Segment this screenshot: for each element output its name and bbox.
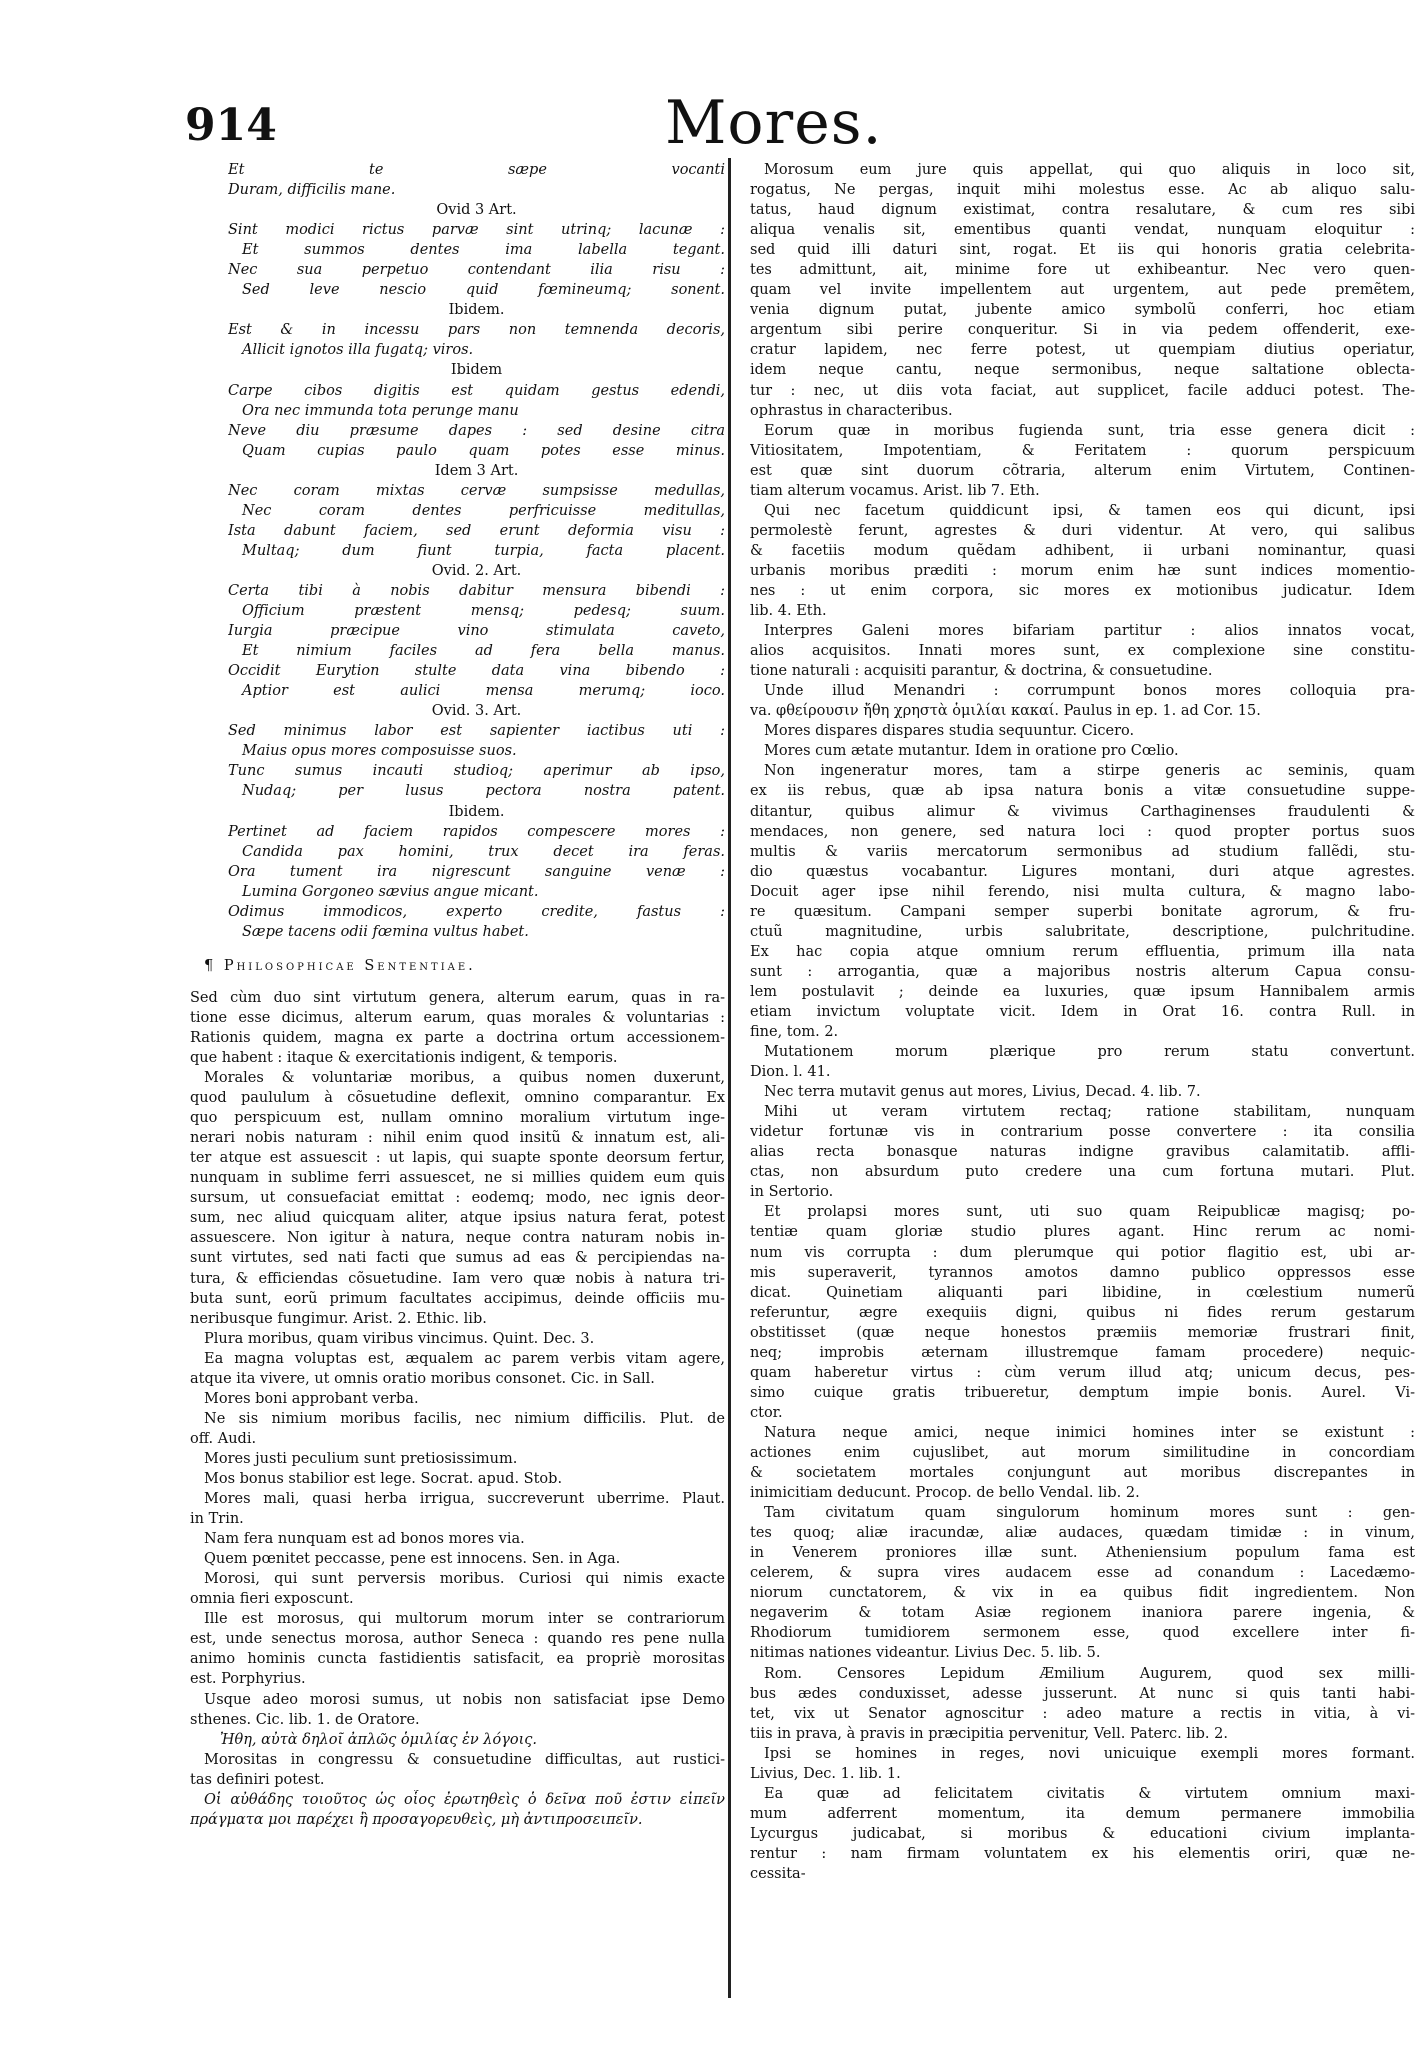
left-prose — [190, 988, 725, 1830]
text-line: Dion. l. 41. — [750, 1064, 831, 1081]
verse-line: Sint modici rictus parvæ sint utrinq; lacunæ : — [228, 222, 725, 239]
text-line: quam haberetur virtus : cùm verum illud atq; unicum decus, pes- — [750, 1364, 1415, 1381]
text-line: tentiæ quam gloriæ studio plures agant. Hinc rerum ac nomi- — [750, 1224, 1415, 1241]
text-line: omnia fieri exposcunt. — [190, 1591, 354, 1608]
text-line: Ea quæ ad felicitatem civitatis & virtutem omnium maxi- — [764, 1785, 1415, 1802]
text-line: neribusque fungimur. Arist. 2. Ethic. lib. — [190, 1310, 487, 1327]
verse-line: Multaq; dum fiunt turpia, facta placent. — [242, 542, 725, 559]
text-line: animo hominis cuncta fastidientis satisfacit, ea propriè morositas — [190, 1651, 725, 1668]
verse-line: Occidit Eurytion stulte data vina bibendo : — [228, 663, 725, 680]
verse-line: Ovid. 2. Art. — [431, 562, 522, 579]
verse-line: Idem 3 Art. — [434, 462, 519, 479]
verse-line: Allicit ignotos illa fugatq; viros. — [242, 342, 474, 359]
text-line: off. Audi. — [190, 1430, 257, 1447]
verse-line: Ibidem. — [448, 803, 505, 820]
text-line: tura, & efficiendas cõsuetudine. Iam vero quæ nobis à natura tri- — [190, 1270, 725, 1287]
text-line: bus ædes conduxisset, adesse jusserunt. At nunc si quis tanti habi- — [750, 1685, 1415, 1702]
text-line: tione esse dicimus, alterum earum, quas morales & voluntarias : — [190, 1009, 725, 1026]
text-line: alios acquisitos. Innati mores sunt, ex complexione sine constitu- — [750, 643, 1415, 660]
text-line: idem neque cantu, neque sermonibus, neque saltatione oblecta- — [750, 362, 1415, 379]
verse-line: Et nimium faciles ad fera bella manus. — [242, 643, 725, 660]
text-line: alias recta bonasque naturas indigne gravibus calamitatib. affli- — [750, 1144, 1415, 1161]
verse-line: Sæpe tacens odii fœmina vultus habet. — [242, 923, 529, 940]
text-line: Morosum eum jure quis appellat, qui quo aliquis in loco sit, — [764, 162, 1415, 178]
text-line: Docuit ager ipse nihil ferendo, nisi multa cultura, & magno labo- — [750, 883, 1415, 900]
text-line: re quæsitum. Campani semper superbi bonitate agrorum, & fru- — [750, 903, 1415, 920]
text-line: tur : nec, ut diis vota faciat, aut supplicet, facile adduci potest. The- — [750, 382, 1415, 399]
text-line: sursum, ut consuefaciat emittat : eodemq; modo, nec ignis deor- — [190, 1190, 725, 1207]
text-line: Mores boni approbant verba. — [204, 1390, 419, 1407]
text-line: etiam invictum voluptate vicit. Idem in Orat 16. contra Rull. in — [750, 1003, 1415, 1020]
text-line: assuescere. Non igitur à natura, neque contra naturam nobis in- — [190, 1230, 725, 1247]
text-line: videtur fortunæ vis in contrarium posse convertere : ita consilia — [750, 1124, 1415, 1141]
text-line: Ex hac copia atque omnium rerum effluentia, primum illa nata — [750, 943, 1415, 960]
text-line: ditantur, quibus alimur & vivimus Carthaginenses fraudulenti & — [750, 803, 1415, 820]
text-line: Rationis quidem, magna ex parte a doctrina ortum accessionem- — [190, 1029, 725, 1046]
verse-line: Nec coram mixtas cervæ sumpsisse medullas, — [228, 482, 725, 499]
verse-line: Nec sua perpetuo contendant ilia risu : — [228, 262, 725, 279]
text-line: obstitisset (quæ neque honestos præmiis memoriæ frustrari finit, — [750, 1324, 1415, 1341]
text-line: in Sertorio. — [750, 1184, 834, 1201]
verse-line: Ora tument ira nigrescunt sanguine venæ : — [228, 863, 725, 880]
text-line: sum, nec aliud quicquam aliter, atque ipsius natura ferat, potest — [190, 1210, 725, 1227]
text-line: aliqua venalis sit, ementibus quanti vendat, nunquam eloquitur : — [750, 222, 1415, 239]
text-line: Eorum quæ in moribus fugienda sunt, tria esse genera dicit : — [764, 422, 1415, 439]
text-line: in Trin. — [190, 1511, 244, 1528]
text-line: & societatem mortales conjungunt aut moribus discrepantes in — [750, 1465, 1415, 1482]
text-line: Tam civitatum quam singulorum hominum mores sunt : gen- — [764, 1505, 1415, 1522]
text-line: tet, vix ut Senator agnoscitur : adeo mature a rectis in vitia, à vi- — [750, 1705, 1415, 1722]
right-column — [750, 160, 1415, 2040]
text-line: quod paululum à cõsuetudine deflexit, omnino comparantur. Ex — [190, 1090, 725, 1107]
text-line: permolestè ferunt, agrestes & duri videntur. At vero, qui salibus — [750, 522, 1415, 539]
text-line: Nam fera nunquam est ad bonos mores via. — [204, 1531, 525, 1548]
text-line: tiam alterum vocamus. Arist. lib 7. Eth. — [750, 482, 1040, 499]
text-line: Non ingeneratur mores, tam a stirpe generis ac seminis, quam — [764, 763, 1415, 780]
verse-line: Sed leve nescio quid fœmineumq; sonent. — [242, 282, 725, 299]
verse-line: Odimus immodicos, experto credite, fastus : — [228, 903, 725, 920]
text-line: sthenes. Cic. lib. 1. de Oratore. — [190, 1711, 420, 1728]
text-line: simo cuique gratis tribueretur, demptum impie bonis. Aurel. Vi- — [750, 1384, 1415, 1401]
text-line: tione naturali : acquisiti parantur, & doctrina, & consuetudine. — [750, 663, 1213, 680]
text-line: πράγματα μοι παρέχει ἢ προσαγορευθεὶς, μὴ ἀντιπροσειπεῖν. — [190, 1811, 643, 1828]
text-line: mum adferrent momentum, ita demum permanere immobilia — [750, 1805, 1415, 1822]
text-line: tas definiri potest. — [190, 1771, 325, 1788]
text-line: celerem, & supra vires audacem esse ad conandum : Lacedæmo- — [750, 1565, 1415, 1582]
verse-line: Ovid 3 Art. — [436, 202, 517, 219]
column-rule — [728, 158, 731, 1998]
text-line: sunt : arrogantia, quæ a majoribus nostris alterum Capua consu- — [750, 963, 1415, 980]
verse-line: Ovid. 3. Art. — [431, 703, 522, 720]
text-line: lib. 4. Eth. — [750, 603, 827, 620]
left-column — [190, 160, 725, 2040]
text-line: & facetiis modum quẽdam adhibent, ii urbani nominantur, quasi — [750, 542, 1415, 559]
text-line: tiis in prava, à pravis in præcipitia pervenitur, Vell. Paterc. lib. 2. — [750, 1725, 1228, 1742]
text-line: Qui nec facetum quiddicunt ipsi, & tamen eos qui dicunt, ipsi — [764, 502, 1415, 519]
text-line: mis superaverit, tyrannos amotos damno publico oppressos esse — [750, 1264, 1415, 1281]
text-line: Ipsi se homines in reges, novi unicuique exempli mores formant. — [764, 1745, 1415, 1762]
text-line: sunt virtutes, sed nati facti que sumus ad eas & percipiendas na- — [190, 1250, 725, 1267]
verse-line: Aptior est aulici mensa merumq; ioco. — [242, 683, 725, 700]
verse-line: Ora nec immunda tota perunge manu — [242, 402, 519, 419]
verse-line: Maius opus mores composuisse suos. — [242, 743, 517, 760]
text-line: Mos bonus stabilior est lege. Socrat. apud. Stob. — [204, 1471, 563, 1487]
text-line: ctor. — [750, 1404, 783, 1421]
verse-line: Ista dabunt faciem, sed erunt deformia visu : — [228, 522, 725, 539]
text-line: Natura neque amici, neque inimici homines inter se existunt : — [764, 1424, 1415, 1441]
text-line: est quæ sint duorum cõtraria, alterum enim Virtutem, Continen- — [750, 462, 1415, 479]
verse-line: Et summos dentes ima labella tegant. — [242, 242, 725, 259]
text-line: neq; improbis æternam illustremque famam procedere) nequic- — [750, 1344, 1415, 1361]
text-line: mendaces, non genere, sed natura loci : quod propter portus suos — [750, 823, 1415, 840]
verse-line: Nec coram dentes perfricuisse meditullas, — [242, 502, 725, 519]
text-line: Mutationem morum plærique pro rerum statu convertunt. — [764, 1044, 1415, 1061]
text-line: va. φθείρουσιν ἤθη χρηστὰ ὁμιλίαι κακαί. Paulus in ep. 1. ad Cor. 15. — [750, 703, 1261, 720]
verse-line: Tunc sumus incauti studioq; aperimur ab ipso, — [228, 763, 725, 780]
text-line: ctas, non absurdum puto credere una cum fortuna mutari. Plut. — [750, 1164, 1415, 1181]
text-line: nerari nobis naturam : nihil enim quod insitũ & innatum est, ali- — [190, 1130, 725, 1147]
verse-line: Duram, difficilis mane. — [228, 182, 396, 199]
text-line: buta sunt, eorũ primum facultates accipimus, deinde officiis mu- — [190, 1290, 725, 1307]
text-line: Morosi, qui sunt perversis moribus. Curiosi qui nimis exacte — [204, 1571, 725, 1588]
text-line: nitimas nationes videantur. Livius Dec. 5. lib. 5. — [750, 1645, 1101, 1662]
verse-line: Est & in incessu pars non temnenda decoris, — [228, 322, 725, 339]
text-line: Plura moribus, quam viribus vincimus. Quint. Dec. 3. — [204, 1330, 595, 1347]
text-line: quam vel invite impellentem aut urgentem, aut pede premẽtem, — [750, 282, 1415, 299]
text-line: Et prolapsi mores sunt, uti suo quam Reipublicæ magisq; po- — [764, 1204, 1415, 1221]
text-line: inimicitiam deducunt. Procop. de bello Vendal. lib. 2. — [750, 1485, 1140, 1502]
verse-line: Nudaq; per lusus pectora nostra patent. — [242, 783, 725, 800]
verse-line: Pertinet ad faciem rapidos compescere mores : — [228, 823, 725, 840]
text-line: Ille est morosus, qui multorum morum inter se contrariorum — [204, 1611, 725, 1628]
text-line: ex iis rebus, quæ ab ipsa natura bonis a vitæ consuetudine suppe- — [750, 783, 1415, 800]
text-line: Morositas in congressu & consuetudine difficultas, aut rustici- — [204, 1751, 725, 1768]
right-prose — [750, 160, 1415, 1884]
text-line: rogatus, Ne pergas, inquit mihi molestus esse. Ac ab aliquo salu- — [750, 182, 1415, 199]
text-line: tatus, haud dignum existimat, contra resalutare, & cum res sibi — [750, 202, 1415, 219]
text-line: negaverim & totam Asiæ regionem inaniora parere ingenia, & — [750, 1605, 1415, 1622]
text-line: est. Porphyrius. — [190, 1671, 306, 1688]
verse-line: Iurgia præcipue vino stimulata caveto, — [228, 623, 725, 640]
verse-line: Ibidem — [450, 362, 503, 379]
text-line: Rom. Censores Lepidum Æmilium Augurem, quod sex milli- — [764, 1665, 1415, 1682]
text-line: Interpres Galeni mores bifariam partitur : alios innatos vocat, — [764, 623, 1415, 640]
text-line: lem postulavit ; deinde ea luxuries, quæ ipsum Hannibalem armis — [750, 983, 1415, 1000]
text-line: nes : ut enim corpora, sic mores ex motionibus judicatur. Idem — [750, 582, 1415, 599]
text-line: Morales & voluntariæ moribus, a quibus nomen duxerunt, — [204, 1070, 725, 1087]
text-line: Unde illud Menandri : corrumpunt bonos mores colloquia pra- — [764, 683, 1415, 700]
text-line: dicat. Quinetiam aliquanti pari libidine, in cœlestium numerũ — [750, 1284, 1415, 1301]
text-line: Mores mali, quasi herba irrigua, succreverunt uberrime. Plaut. — [204, 1491, 725, 1508]
verse-line: Officium præstent mensq; pedesq; suum. — [242, 603, 725, 620]
text-line: referuntur, ægre exequiis digni, quibus ni fides rerum gestarum — [750, 1304, 1415, 1321]
text-line: quo perspicuum est, nullam omnino moralium virtutum inge- — [190, 1110, 725, 1127]
text-line: Ea magna voluptas est, æqualem ac parem verbis vitam agere, — [204, 1350, 725, 1367]
section-heading: ¶ Philosophicae Sententiae. — [204, 957, 476, 974]
page-number: 914 — [185, 100, 277, 151]
verse-line: Carpe cibos digitis est quidam gestus edendi, — [228, 382, 725, 399]
verse-line: Neve diu præsume dapes : sed desine citra — [228, 422, 725, 439]
text-line: urbanis moribus præditi : morum enim hæ sunt indices momentio- — [750, 562, 1415, 579]
text-line: cratur lapidem, nec ferre potest, ut quempiam diutius operiatur, — [750, 342, 1415, 359]
verse-line: Sed minimus labor est sapienter iactibus uti : — [228, 723, 725, 740]
verse-line: Lumina Gorgoneo sævius angue micant. — [242, 883, 539, 900]
text-line: rentur : nam firmam voluntatem ex his elementis oriri, quæ ne- — [750, 1845, 1415, 1862]
text-line: venia dignum putat, jubente amico symbolũ conferri, hoc etiam — [750, 302, 1415, 319]
text-line: ophrastus in characteribus. — [750, 402, 953, 419]
text-line: actiones enim cujuslibet, aut morum similitudine in concordiam — [750, 1445, 1415, 1461]
text-line: cessita- — [750, 1865, 806, 1882]
text-line: Vitiositatem, Impotentiam, & Feritatem : quorum perspicuum — [750, 442, 1415, 459]
text-line: Mores cum ætate mutantur. Idem in oratione pro Cœlio. — [764, 743, 1179, 760]
text-line: Lycurgus judicabat, si moribus & educationi civium implanta- — [750, 1825, 1415, 1842]
verse-line: Et te sæpe vocanti — [228, 162, 725, 178]
text-line: Ἠθη, αὐτὰ δηλοῖ ἀπλῶς ὁμιλίας ἐν λόγοις. — [220, 1731, 538, 1748]
text-line: ctuũ magnitudine, urbis salubritate, descriptione, pulchritudine. — [750, 923, 1415, 940]
text-line: tes quoq; aliæ iracundæ, aliæ audaces, quædam timidæ : in vinum, — [750, 1525, 1415, 1542]
text-line: in Venerem proniores illæ sunt. Atheniensium populum fama est — [750, 1545, 1415, 1562]
verse-line: Quam cupias paulo quam potes esse minus. — [242, 442, 725, 459]
text-line: Livius, Dec. 1. lib. 1. — [750, 1765, 901, 1782]
verse-line: Ibidem. — [448, 302, 505, 319]
verse-quotations — [190, 160, 725, 942]
text-line: Usque adeo morosi sumus, ut nobis non satisfaciat ipse Demo — [204, 1691, 725, 1708]
text-line: Mihi ut veram virtutem rectaq; ratione stabilitam, nunquam — [764, 1104, 1415, 1121]
running-title: Mores. — [665, 88, 883, 158]
verse-line: Candida pax homini, trux decet ira feras. — [242, 843, 725, 860]
text-line: atque ita vivere, ut omnis oratio moribus consonet. Cic. in Sall. — [190, 1370, 655, 1387]
text-line: Mores dispares dispares studia sequuntur. Cicero. — [764, 723, 1135, 740]
verse-line: Certa tibi à nobis dabitur mensura bibendi : — [228, 582, 725, 599]
text-line: fine, tom. 2. — [750, 1024, 839, 1041]
text-line: Sed cùm duo sint virtutum genera, alterum earum, quas in ra- — [190, 989, 725, 1006]
text-line: dio quæstus vocabantur. Ligures montani, duri atque agrestes. — [750, 863, 1415, 880]
text-line: Nec terra mutavit genus aut mores, Livius, Decad. 4. lib. 7. — [764, 1084, 1201, 1101]
text-line: multis & variis mercatorum sermonibus ad studium fallẽdi, stu- — [750, 843, 1415, 860]
text-line: sed quid illi daturi sint, rogat. Et iis qui honoris gratia celebrita- — [750, 242, 1415, 259]
text-line: que habent : itaque & exercitationis indigent, & temporis. — [190, 1050, 618, 1067]
text-line: nunquam in sublime ferri assuescet, ne si millies quidem eum quis — [190, 1170, 725, 1187]
text-line: ter atque est assuescit : ut lapis, qui suapte sponte deorsum fertur, — [190, 1150, 725, 1167]
text-line: Mores justi peculium sunt pretiosissimum. — [204, 1450, 518, 1467]
text-line: Ne sis nimium moribus facilis, nec nimium difficilis. Plut. de — [204, 1410, 725, 1427]
text-line: Quem pœnitet peccasse, pene est innocens. Sen. in Aga. — [204, 1551, 621, 1568]
text-line: niorum cunctatorem, & vix in ea quibus fidit ingredientem. Non — [750, 1585, 1415, 1602]
text-line: est, unde senectus morosa, author Seneca : quando res pene nulla — [190, 1631, 725, 1648]
text-line: Οἱ αὐθάδης τοιοῦτος ὡς οἷος ἐρωτηθεὶς ὁ δεῖνα ποῦ ἐστιν εἰπεῖν — [204, 1791, 725, 1808]
text-line: Rhodiorum tumidiorem sermonem esse, quod excellere inter fi- — [750, 1625, 1415, 1642]
text-line: tes admittunt, ait, minime fore ut exhibeantur. Nec vero quen- — [750, 262, 1415, 279]
text-line: num vis corrupta : dum plerumque qui potior flagitio est, ubi ar- — [750, 1244, 1415, 1261]
text-line: argentum sibi perire conqueritur. Si in via pedem offenderit, exe- — [750, 322, 1415, 339]
